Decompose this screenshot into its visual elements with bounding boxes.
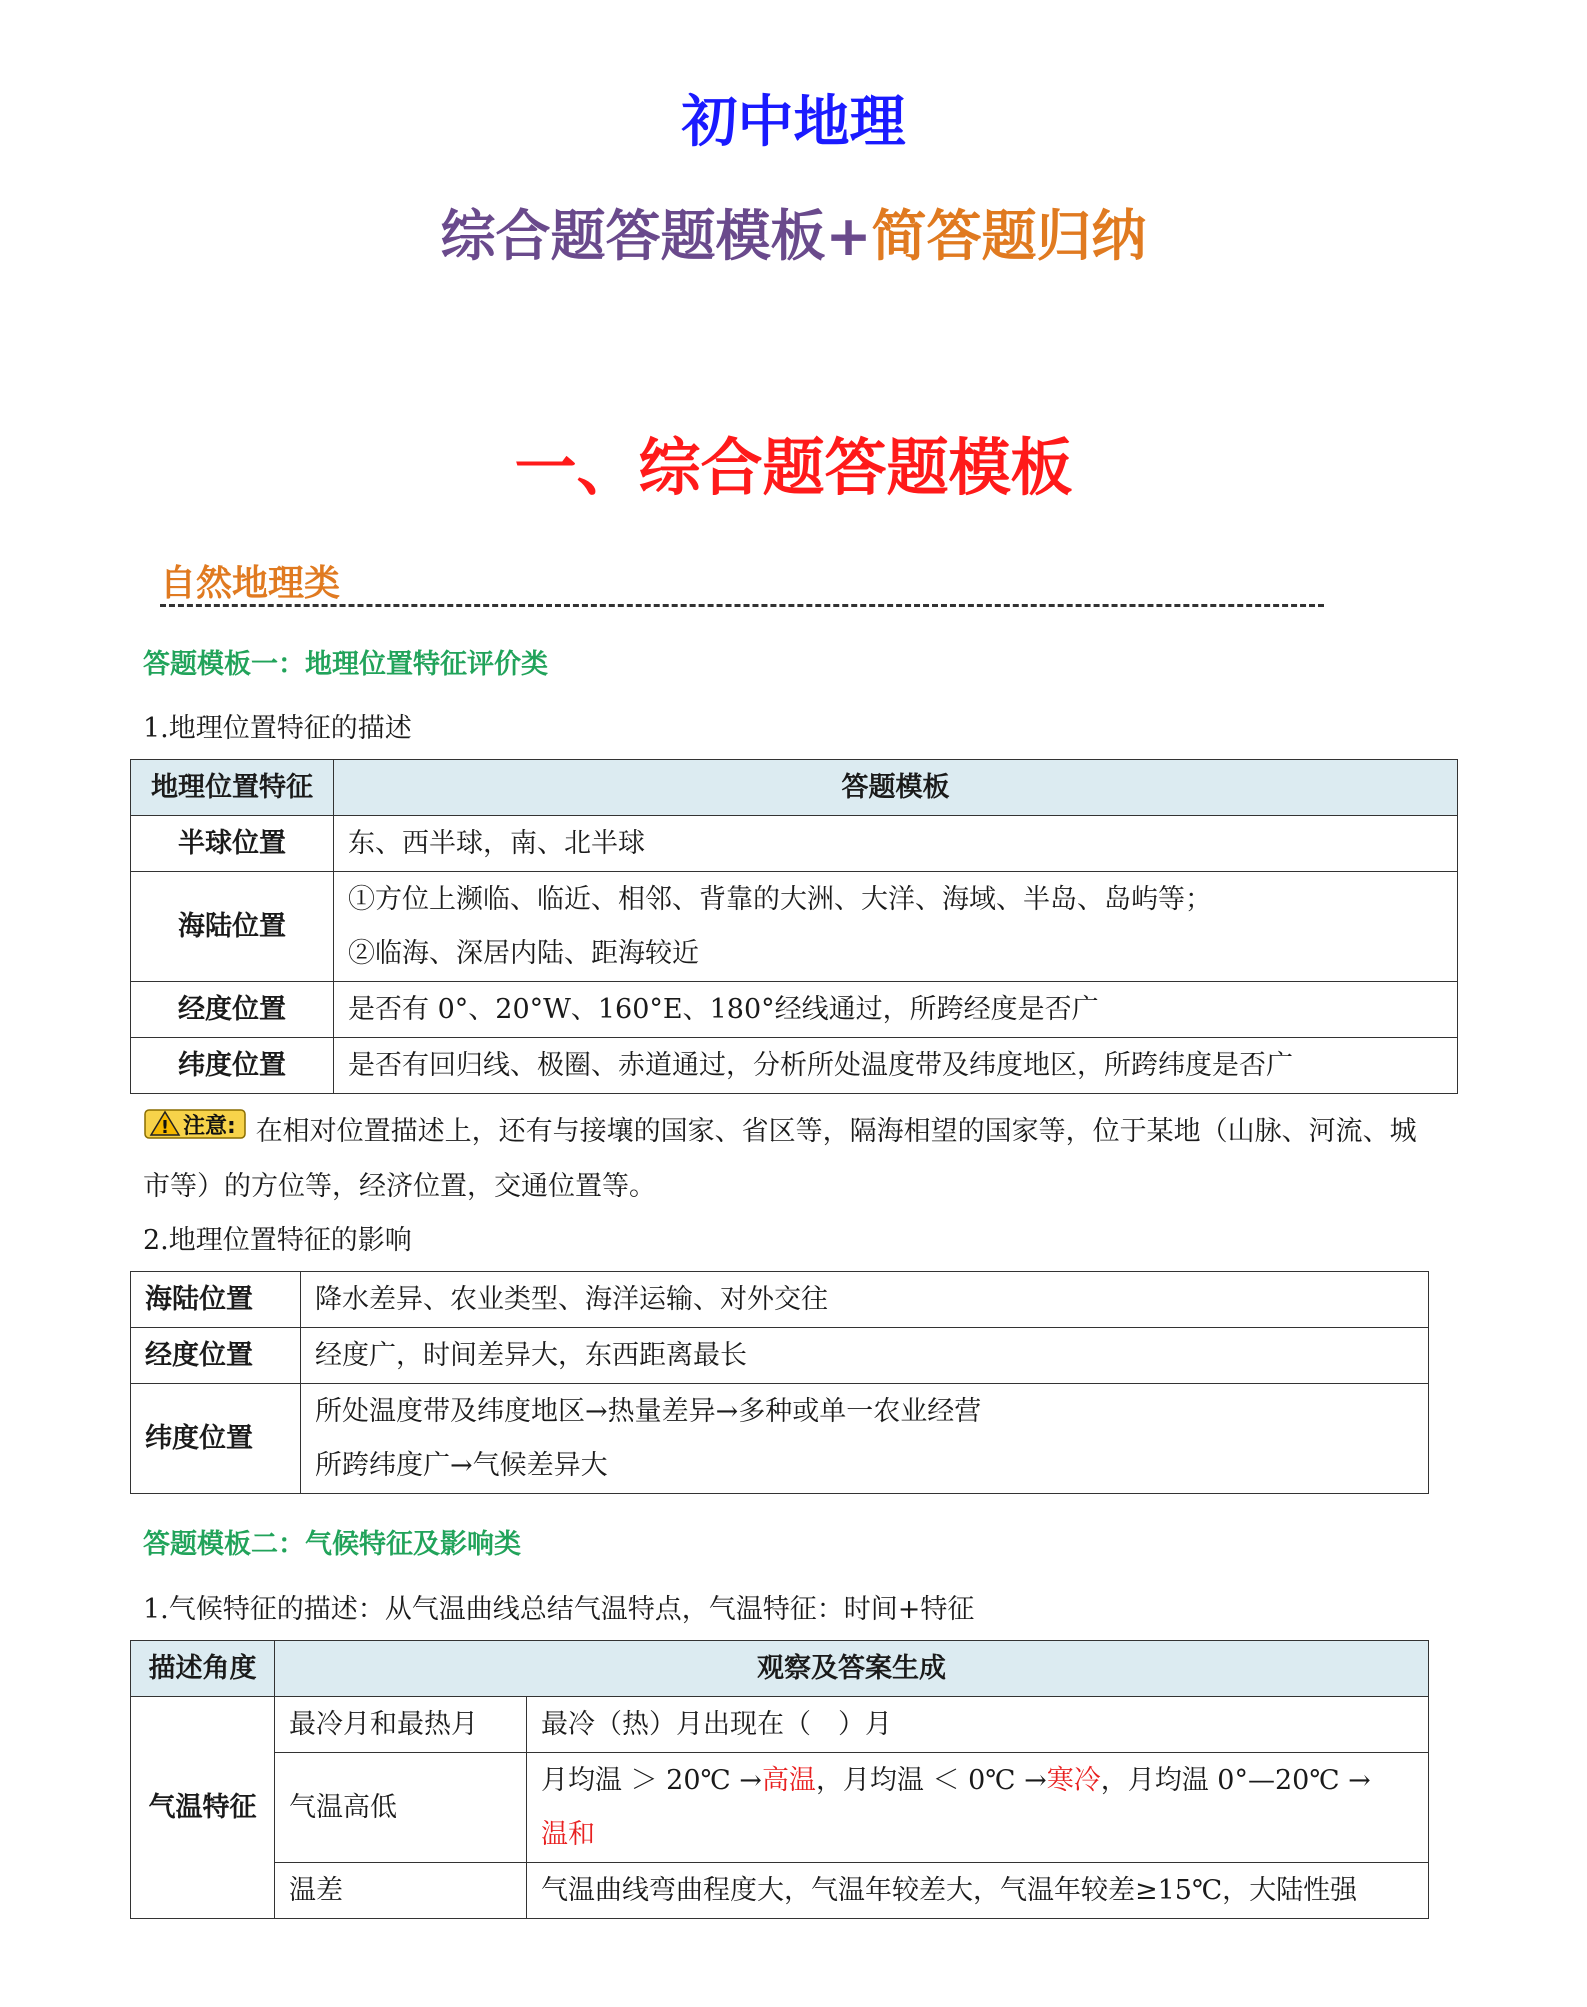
row-value: 东、西半球，南、北半球 [334,816,1458,872]
row-label: 纬度位置 [131,1038,334,1094]
row-value: 气温曲线弯曲程度大，气温年较差大，气温年较差≥15℃，大陆性强 [527,1863,1429,1919]
row-line: ①方位上濒临、临近、相邻、背靠的大洲、大洋、海域、半岛、岛屿等； [348,883,1212,915]
row-label: 经度位置 [131,982,334,1038]
sub-label: 气温高低 [275,1753,527,1863]
row-line: ②临海、深居内陆、距海较近 [348,937,699,969]
row-value: 最冷（热）月出现在（ ）月 [527,1697,1429,1753]
row-label: 经度位置 [131,1328,301,1384]
table-row [131,982,1458,1038]
row-label: 海陆位置 [131,872,334,982]
template-1-heading: 答题模板一：地理位置特征评价类 [143,649,548,680]
sub-label: 最冷月和最热月 [275,1697,527,1753]
row-value [527,1753,1429,1863]
group-label: 气温特征 [131,1697,275,1919]
template-2-heading: 答题模板二：气候特征及影响类 [143,1529,521,1560]
page-title: 初中地理 [681,90,906,155]
note-text: 在相对位置描述上，还有与接壤的国家、省区等，隔海相望的国家等，位于某地（山脉、河流、城市等）的方位等，经济位置，交通位置等。 [143,1116,1417,1202]
highlight-term: 温和 [541,1818,595,1850]
row-line: 所处温度带及纬度地区→热量差异→多种或单一农业经营 [315,1395,982,1427]
row-label: 海陆位置 [131,1272,301,1328]
category-label: 自然地理类 [160,563,341,604]
row-value: 是否有 0°、20°W、160°E、180°经线通过，所跨经度是否广 [334,982,1458,1038]
row-value: 经度广，时间差异大，东西距离最长 [301,1328,1429,1384]
row-value: 降水差异、农业类型、海洋运输、对外交往 [301,1272,1429,1328]
table-row [131,1328,1429,1384]
template-2-paragraph-1: 1.气候特征的描述：从气温曲线总结气温特点，气温特征：时间+特征 [143,1594,975,1625]
row-line: 所跨纬度广→气候差异大 [315,1449,608,1481]
svg-text:!: ! [160,1116,170,1138]
position-description-table [130,759,1458,1094]
page-subtitle [0,192,1587,271]
dashed-divider [160,604,1324,607]
highlight-term: 寒冷 [1046,1764,1101,1796]
row-value [334,872,1458,982]
table-row [131,816,1458,872]
table-header-cell: 答题模板 [334,760,1458,816]
section-heading: 一、综合题答题模板 [514,431,1073,504]
table-row [131,1038,1458,1094]
position-influence-table [130,1271,1429,1494]
table-row [131,1863,1429,1919]
text-segment: ，月均温 ＜ 0℃ → [815,1764,1047,1796]
row-value [301,1384,1429,1494]
text-segment: 月均温 ＞ 20℃ → [541,1764,762,1796]
table-header-row [131,760,1458,816]
table-row [131,1753,1429,1863]
table-header-cell: 观察及答案生成 [275,1641,1429,1697]
table-header-row [131,1641,1429,1697]
table-row [131,1384,1429,1494]
table-row [131,872,1458,982]
row-label: 半球位置 [131,816,334,872]
row-label: 纬度位置 [131,1384,301,1494]
row-value: 是否有回归线、极圈、赤道通过，分析所处温度带及纬度地区，所跨纬度是否广 [334,1038,1458,1094]
subtitle-part-2: 简答题归纳 [871,204,1147,268]
template-1-paragraph-2: 2.地理位置特征的影响 [143,1225,412,1256]
template-1-paragraph-1: 1.地理位置特征的描述 [143,713,412,744]
sub-label: 温差 [275,1863,527,1919]
highlight-term: 高温 [761,1764,816,1796]
climate-feature-table [130,1640,1429,1919]
table-header-cell: 地理位置特征 [131,760,334,816]
table-row [131,1272,1429,1328]
note-badge-label: 注意: [183,1114,236,1139]
table-row [131,1697,1429,1753]
subtitle-part-1: 综合题答题模板+ [440,204,872,268]
table-header-cell: 描述角度 [131,1641,275,1697]
text-segment: ，月均温 0°—20℃ → [1100,1764,1371,1796]
note-paragraph [143,1105,1443,1214]
